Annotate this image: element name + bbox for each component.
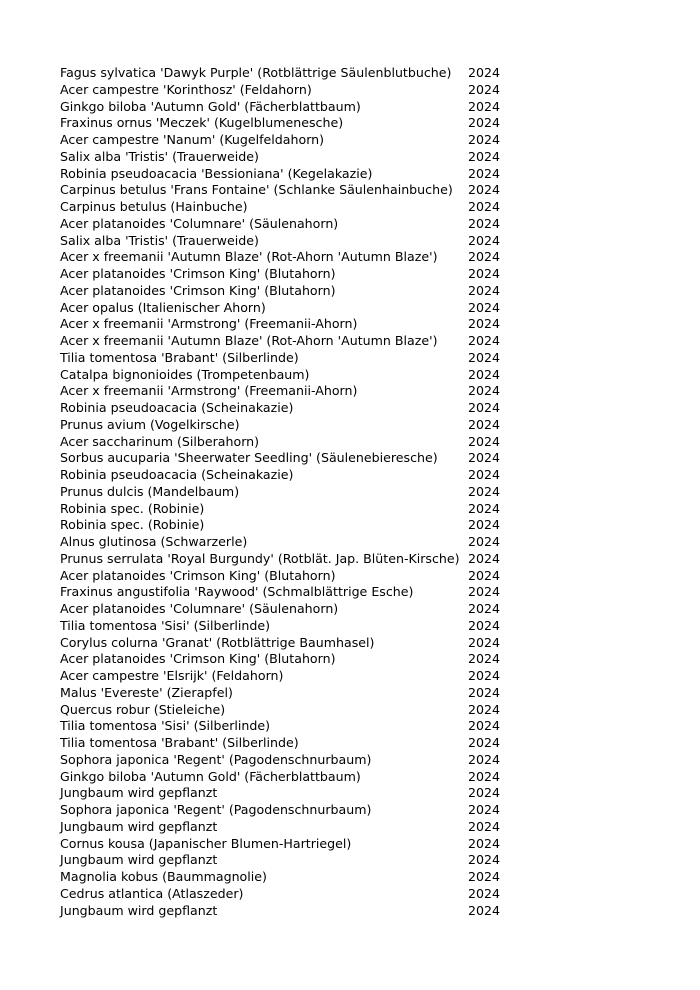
planting-year-cell: 2024: [468, 835, 501, 851]
tree-name-cell: Tilia tomentosa 'Sisi' (Silberlinde): [60, 617, 271, 633]
planting-year-cell: 2024: [468, 366, 501, 382]
table-row: [60, 65, 520, 82]
table-row: [60, 517, 520, 534]
tree-name-cell: Sophora japonica 'Regent' (Pagodenschnurbaum): [60, 751, 372, 767]
planting-year-cell: 2024: [468, 148, 501, 164]
tree-name-cell: Acer x freemanii 'Armstrong' (Freemanii-Ahorn): [60, 383, 358, 399]
table-row: [60, 869, 520, 886]
tree-name-cell: Cedrus atlantica (Atlaszeder): [60, 885, 244, 901]
tree-name-cell: Acer platanoides 'Crimson King' (Blutahorn): [60, 266, 336, 281]
planting-year-cell: 2024: [468, 299, 501, 315]
planting-year-cell: 2024: [468, 902, 501, 918]
planting-year-cell: 2024: [468, 534, 501, 549]
table-row: [60, 233, 520, 250]
table-row: [60, 199, 520, 216]
tree-name-cell: Robinia spec. (Robinie): [60, 500, 205, 516]
table-row: [60, 601, 520, 618]
table-row: [60, 702, 520, 719]
table-row: [60, 166, 520, 183]
table-row: [60, 568, 520, 585]
table-row: [60, 852, 520, 869]
planting-year-cell: 2024: [468, 400, 501, 415]
planting-year-cell: 2024: [468, 500, 501, 516]
tree-name-cell: Quercus robur (Stieleiche): [60, 701, 226, 717]
tree-name-cell: Sorbus aucuparia 'Sheerwater Seedling' (Säulenebieresche): [60, 450, 438, 466]
tree-name-cell: Acer campestre 'Elsrijk' (Feldahorn): [60, 668, 284, 683]
table-row: [60, 886, 520, 903]
table-row: [60, 333, 520, 350]
planting-year-cell: 2024: [468, 651, 501, 667]
planting-year-cell: 2024: [468, 115, 501, 131]
planting-year-cell: 2024: [468, 617, 501, 633]
table-row: [60, 266, 520, 283]
table-row: [60, 115, 520, 132]
tree-name-cell: Prunus serrulata 'Royal Burgundy' (Rotblät. Jap. Blüten-Kirsche): [60, 550, 460, 566]
planting-year-cell: 2024: [468, 567, 501, 583]
tree-name-cell: Malus 'Evereste' (Zierapfel): [60, 684, 233, 700]
tree-name-cell: Acer platanoides 'Columnare' (Säulenahorn): [60, 215, 339, 231]
table-row: [60, 668, 520, 685]
tree-name-cell: Alnus glutinosa (Schwarzerle): [60, 534, 248, 549]
tree-name-cell: Acer opalus (Italienischer Ahorn): [60, 299, 266, 315]
planting-year-cell: 2024: [468, 751, 501, 767]
table-row: [60, 718, 520, 735]
planting-year-cell: 2024: [468, 701, 501, 717]
table-row: [60, 283, 520, 300]
tree-name-cell: Acer x freemanii 'Armstrong' (Freemanii-Ahorn): [60, 316, 358, 332]
table-row: [60, 836, 520, 853]
planting-year-cell: 2024: [468, 517, 501, 533]
planting-year-cell: 2024: [468, 785, 501, 801]
tree-name-cell: Carpinus betulus (Hainbuche): [60, 199, 248, 214]
planting-year-cell: 2024: [468, 383, 501, 399]
tree-name-cell: Acer campestre 'Korinthosz' (Feldahorn): [60, 81, 312, 97]
tree-name-cell: Acer platanoides 'Columnare' (Säulenahorn): [60, 601, 339, 616]
table-row: [60, 484, 520, 501]
planting-year-cell: 2024: [468, 885, 501, 901]
table-row: [60, 99, 520, 116]
planting-year-cell: 2024: [468, 869, 501, 884]
planting-year-cell: 2024: [468, 852, 501, 868]
planting-year-cell: 2024: [468, 81, 501, 97]
planting-year-cell: 2024: [468, 718, 501, 734]
planting-year-cell: 2024: [468, 349, 501, 365]
tree-name-cell: Salix alba 'Tristis' (Trauerweide): [60, 148, 259, 164]
tree-name-cell: Robinia pseudoacacia 'Bessioniana' (Kegelakazie): [60, 165, 373, 181]
table-row: [60, 584, 520, 601]
planting-year-cell: 2024: [468, 132, 501, 147]
planting-year-cell: 2024: [468, 165, 501, 181]
tree-name-cell: Carpinus betulus 'Frans Fontaine' (Schlanke Säulenhainbuche): [60, 182, 453, 198]
table-row: [60, 132, 520, 149]
tree-name-cell: Tilia tomentosa 'Sisi' (Silberlinde): [60, 718, 271, 734]
planting-year-cell: 2024: [468, 249, 501, 265]
tree-name-cell: Jungbaum wird gepflanzt: [60, 818, 218, 834]
tree-name-cell: Jungbaum wird gepflanzt: [60, 902, 218, 918]
tree-name-cell: Fraxinus angustifolia 'Raywood' (Schmalblättrige Esche): [60, 584, 414, 600]
table-row: [60, 417, 520, 434]
planting-year-cell: 2024: [468, 601, 501, 616]
table-row: [60, 249, 520, 266]
table-row: [60, 819, 520, 836]
table-row: [60, 383, 520, 400]
table-row: [60, 400, 520, 417]
planting-year-cell: 2024: [468, 467, 501, 482]
planting-year-cell: 2024: [468, 182, 501, 198]
tree-name-cell: Jungbaum wird gepflanzt: [60, 785, 218, 801]
tree-name-cell: Tilia tomentosa 'Brabant' (Silberlinde): [60, 735, 299, 750]
tree-name-cell: Fraxinus ornus 'Meczek' (Kugelblumenesche): [60, 115, 344, 131]
tree-name-cell: Magnolia kobus (Baummagnolie): [60, 869, 267, 884]
table-row: [60, 903, 520, 920]
planting-year-cell: 2024: [468, 802, 501, 817]
table-row: [60, 450, 520, 467]
planting-year-cell: 2024: [468, 266, 501, 281]
table-row: [60, 434, 520, 451]
planting-year-cell: 2024: [468, 735, 501, 750]
planting-year-cell: 2024: [468, 215, 501, 231]
planting-year-cell: 2024: [468, 416, 501, 432]
planting-year-cell: 2024: [468, 684, 501, 700]
table-row: [60, 149, 520, 166]
planting-year-cell: 2024: [468, 768, 501, 784]
table-row: [60, 467, 520, 484]
tree-name-cell: Acer x freemanii 'Autumn Blaze' (Rot-Ahorn 'Autumn Blaze'): [60, 333, 438, 348]
planting-year-cell: 2024: [468, 634, 501, 650]
planting-year-cell: 2024: [468, 232, 501, 248]
tree-name-cell: Catalpa bignonioides (Trompetenbaum): [60, 366, 310, 382]
table-row: [60, 501, 520, 518]
table-row: [60, 785, 520, 802]
tree-planting-table: [60, 65, 520, 919]
tree-name-cell: Robinia pseudoacacia (Scheinakazie): [60, 467, 294, 482]
tree-name-cell: Acer platanoides 'Crimson King' (Blutahorn): [60, 282, 336, 298]
planting-year-cell: 2024: [468, 65, 501, 80]
table-row: [60, 367, 520, 384]
planting-year-cell: 2024: [468, 433, 501, 449]
table-row: [60, 735, 520, 752]
tree-name-cell: Ginkgo biloba 'Autumn Gold' (Fächerblattbaum): [60, 768, 361, 784]
table-row: [60, 635, 520, 652]
table-row: [60, 182, 520, 199]
tree-name-cell: Tilia tomentosa 'Brabant' (Silberlinde): [60, 349, 299, 365]
tree-name-cell: Robinia pseudoacacia (Scheinakazie): [60, 400, 294, 415]
table-row: [60, 316, 520, 333]
tree-name-cell: Corylus colurna 'Granat' (Rotblättrige Baumhasel): [60, 634, 375, 650]
table-row: [60, 685, 520, 702]
planting-year-cell: 2024: [468, 584, 501, 600]
planting-year-cell: 2024: [468, 316, 501, 332]
planting-year-cell: 2024: [468, 199, 501, 214]
planting-year-cell: 2024: [468, 282, 501, 298]
table-row: [60, 300, 520, 317]
tree-name-cell: Ginkgo biloba 'Autumn Gold' (Fächerblattbaum): [60, 98, 361, 114]
tree-name-cell: Prunus dulcis (Mandelbaum): [60, 483, 240, 499]
planting-year-cell: 2024: [468, 550, 501, 566]
table-row: [60, 802, 520, 819]
table-row: [60, 618, 520, 635]
planting-year-cell: 2024: [468, 450, 501, 466]
table-row: [60, 350, 520, 367]
table-row: [60, 534, 520, 551]
tree-name-cell: Acer campestre 'Nanum' (Kugelfeldahorn): [60, 132, 325, 147]
planting-year-cell: 2024: [468, 668, 501, 683]
tree-name-cell: Acer saccharinum (Silberahorn): [60, 433, 260, 449]
tree-name-cell: Fagus sylvatica 'Dawyk Purple' (Rotblättrige Säulenblutbuche): [60, 65, 452, 80]
tree-name-cell: Robinia spec. (Robinie): [60, 517, 205, 533]
table-row: [60, 551, 520, 568]
planting-year-cell: 2024: [468, 333, 501, 348]
planting-year-cell: 2024: [468, 818, 501, 834]
table-row: [60, 752, 520, 769]
table-row: [60, 82, 520, 99]
tree-name-cell: Jungbaum wird gepflanzt: [60, 852, 218, 868]
tree-name-cell: Acer platanoides 'Crimson King' (Blutahorn): [60, 567, 336, 583]
tree-name-cell: Prunus avium (Vogelkirsche): [60, 416, 240, 432]
planting-year-cell: 2024: [468, 483, 501, 499]
table-row: [60, 216, 520, 233]
tree-name-cell: Acer platanoides 'Crimson King' (Blutahorn): [60, 651, 336, 667]
tree-name-cell: Sophora japonica 'Regent' (Pagodenschnurbaum): [60, 802, 372, 817]
tree-rows: [60, 65, 520, 919]
tree-name-cell: Acer x freemanii 'Autumn Blaze' (Rot-Ahorn 'Autumn Blaze'): [60, 249, 438, 265]
table-row: [60, 769, 520, 786]
tree-name-cell: Cornus kousa (Japanischer Blumen-Hartriegel): [60, 835, 352, 851]
tree-name-cell: Salix alba 'Tristis' (Trauerweide): [60, 232, 259, 248]
table-row: [60, 651, 520, 668]
planting-year-cell: 2024: [468, 98, 501, 114]
